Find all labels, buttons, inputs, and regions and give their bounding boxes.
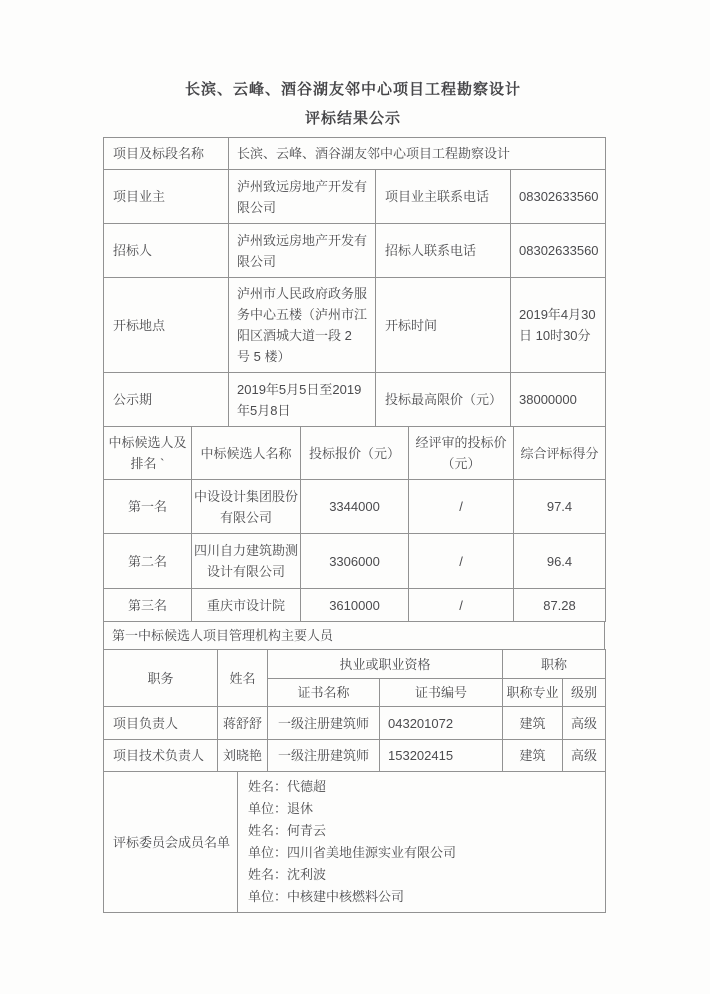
bidder-phone-label: 招标人联系电话: [376, 224, 511, 278]
candidate-reviewed-price: /: [409, 589, 514, 622]
venue-value: 泸州市人民政府政务服务中心五楼（泸州市江阳区酒城大道一段 2 号 5 楼）: [229, 278, 376, 373]
personnel-row-1: [104, 707, 606, 740]
candidate-row-1: [104, 480, 606, 534]
personnel-row-2: [104, 740, 606, 772]
candidate-price: 3344000: [301, 480, 409, 534]
committee-member-unit: 单位：中核建中核燃料公司: [248, 889, 405, 904]
personnel-cert-no: 043201072: [380, 707, 503, 740]
candidate-price: 3306000: [301, 534, 409, 589]
personnel-duty: 项目负责人: [104, 707, 218, 740]
candidate-score: 97.4: [514, 480, 606, 534]
personnel-title-level: 高级: [563, 740, 606, 772]
candidates-header-rank: 中标候选人及排名 `: [104, 427, 192, 480]
personnel-cert-name: 一级注册建筑师: [268, 740, 380, 772]
project-name-label: 项目及标段名称: [104, 138, 229, 170]
candidates-header-score: 综合评标得分: [514, 427, 606, 480]
candidate-row-2: [104, 534, 606, 589]
personnel-cert-name: 一级注册建筑师: [268, 707, 380, 740]
candidate-price: 3610000: [301, 589, 409, 622]
candidate-name: 重庆市设计院: [192, 589, 301, 622]
candidates-table: [103, 426, 606, 622]
bidder-value: 泸州致远房地产开发有限公司: [229, 224, 376, 278]
personnel-section-title: 第一中标候选人项目管理机构主要人员: [104, 622, 605, 650]
doc-title-line2: 评标结果公示: [304, 110, 401, 127]
personnel-header-name: 姓名: [218, 650, 268, 707]
owner-phone-label: 项目业主联系电话: [376, 170, 511, 224]
maxprice-label: 投标最高限价（元）: [376, 373, 511, 427]
candidate-reviewed-price: /: [409, 534, 514, 589]
candidate-score: 96.4: [514, 534, 606, 589]
candidates-header-price: 投标报价（元）: [301, 427, 409, 480]
personnel-duty: 项目技术负责人: [104, 740, 218, 772]
personnel-header-title-level: 级别: [563, 679, 606, 707]
committee-member-list: [238, 772, 606, 913]
candidates-header-name: 中标候选人名称: [192, 427, 301, 480]
candidate-reviewed-price: /: [409, 480, 514, 534]
bidder-phone-value: 08302633560: [511, 224, 606, 278]
venue-label: 开标地点: [104, 278, 229, 373]
committee-member-name: 姓名：沈利波: [248, 867, 327, 882]
personnel-header-duty: 职务: [104, 650, 218, 707]
open-time-value: 2019年4月30日 10时30分: [511, 278, 606, 373]
bidder-label: 招标人: [104, 224, 229, 278]
owner-phone-value: 08302633560: [511, 170, 606, 224]
document-content: [103, 80, 603, 913]
committee-table: [103, 771, 606, 913]
candidate-rank: 第三名: [104, 589, 192, 622]
candidate-rank: 第二名: [104, 534, 192, 589]
personnel-section-banner: [103, 621, 605, 650]
committee-label: 评标委员会成员名单: [104, 772, 238, 913]
committee-member-unit: 单位：退休: [248, 801, 314, 816]
personnel-title-major: 建筑: [503, 707, 563, 740]
project-info-table: [103, 137, 606, 427]
publicity-value: 2019年5月5日至2019年5月8日: [229, 373, 376, 427]
personnel-header-title: 职称: [503, 650, 606, 679]
personnel-header-cert-no: 证书编号: [380, 679, 503, 707]
personnel-table: [103, 649, 606, 772]
committee-member-name: 姓名：代德超: [248, 779, 327, 794]
candidate-score: 87.28: [514, 589, 606, 622]
doc-title-line1: 长滨、云峰、酒谷湖友邻中心项目工程勘察设计: [184, 81, 521, 98]
personnel-title-level: 高级: [563, 707, 606, 740]
candidate-row-3: [104, 589, 606, 622]
owner-label: 项目业主: [104, 170, 229, 224]
committee-member-name: 姓名：何青云: [248, 823, 327, 838]
committee-member-unit: 单位：四川省美地佳源实业有限公司: [248, 845, 457, 860]
publicity-label: 公示期: [104, 373, 229, 427]
personnel-cert-no: 153202415: [380, 740, 503, 772]
personnel-title-major: 建筑: [503, 740, 563, 772]
personnel-header-title-major: 职称专业: [503, 679, 563, 707]
owner-value: 泸州致远房地产开发有限公司: [229, 170, 376, 224]
maxprice-value: 38000000: [511, 373, 606, 427]
personnel-header-qualification: 执业或职业资格: [268, 650, 503, 679]
project-name-value: 长滨、云峰、酒谷湖友邻中心项目工程勘察设计: [229, 138, 606, 170]
candidate-name: 四川自力建筑勘测设计有限公司: [192, 534, 301, 589]
candidate-name: 中设设计集团股份有限公司: [192, 480, 301, 534]
candidate-rank: 第一名: [104, 480, 192, 534]
personnel-name: 蒋舒舒: [218, 707, 268, 740]
candidates-header-reviewed-price: 经评审的投标价（元）: [409, 427, 514, 480]
open-time-label: 开标时间: [376, 278, 511, 373]
personnel-header-cert-name: 证书名称: [268, 679, 380, 707]
personnel-name: 刘晓艳: [218, 740, 268, 772]
